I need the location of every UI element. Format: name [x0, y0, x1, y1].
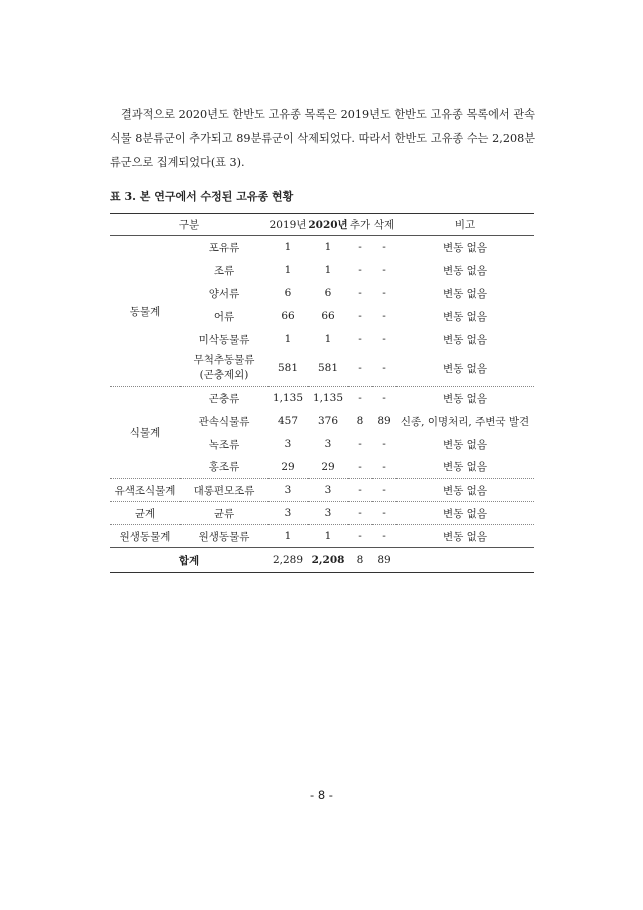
- value-delete: -: [372, 387, 396, 410]
- endemic-species-table: [110, 213, 534, 573]
- value-delete: -: [372, 479, 396, 502]
- value-add: -: [358, 264, 362, 276]
- kingdom-cell: 식물계: [110, 387, 180, 479]
- value-2020: 376: [317, 415, 339, 427]
- kingdom-cell: 원생동물계: [110, 525, 180, 548]
- taxon-cell: 양서류: [208, 287, 240, 300]
- value-add: -: [348, 479, 372, 502]
- table-header-row: [110, 214, 534, 236]
- value-add: -: [348, 525, 372, 548]
- value-2020: 1,135: [308, 387, 348, 410]
- value-2019: 1: [268, 525, 308, 548]
- value-2019: 6: [284, 287, 292, 299]
- taxon-cell: 원생동물류: [180, 525, 268, 548]
- table-row: [110, 525, 534, 548]
- header-add: 추가: [348, 214, 372, 236]
- value-2019: 1,135: [268, 387, 308, 410]
- total-label: 합계: [110, 548, 268, 573]
- note-cell: 변동 없음: [443, 264, 487, 277]
- value-2020: 1: [324, 241, 332, 254]
- value-2020: 1: [324, 264, 332, 276]
- note-cell: 변동 없음: [443, 310, 487, 323]
- note-cell: 변동 없음: [396, 525, 534, 548]
- header-2020: 2020년: [308, 214, 348, 236]
- body-paragraph: [110, 103, 535, 175]
- taxon-cell: 포유류: [208, 241, 240, 254]
- value-2020: 3: [308, 479, 348, 502]
- taxon-cell: 홍조류: [208, 461, 240, 474]
- taxon-cell: 균류: [180, 502, 268, 525]
- header-2019: 2019년: [268, 214, 308, 236]
- value-add: -: [358, 362, 362, 375]
- value-add: -: [358, 310, 362, 322]
- value-add: -: [358, 333, 362, 345]
- value-delete: -: [382, 264, 386, 276]
- value-2019: 66: [281, 310, 295, 322]
- paragraph-text: 결과적으로 2020년도 한반도 고유종 목록은 2019년도 한반도 고유종 목록에서 관속식물 8분류군이 추가되고 89분류군이 삭제되었다. 따라서 한반도 고유종 수는 2,208분류군으로 집계되었다(표 3).: [110, 108, 535, 169]
- taxon-cell: 관속식물류: [198, 415, 250, 428]
- value-2020: 6: [324, 287, 332, 299]
- taxon-cell: 녹조류: [208, 438, 240, 451]
- note-cell: 변동 없음: [443, 241, 487, 254]
- value-delete: -: [382, 460, 386, 473]
- value-add: -: [348, 502, 372, 525]
- value-delete: -: [382, 438, 386, 450]
- value-2019: 1: [284, 264, 292, 276]
- value-delete: -: [372, 502, 396, 525]
- header-group: 구분: [110, 214, 268, 236]
- value-delete: -: [382, 333, 386, 345]
- table-row: [110, 502, 534, 525]
- note-cell: 변동 없음: [396, 387, 534, 410]
- value-2020: 66: [321, 310, 335, 322]
- kingdom-cell: 유색조식물계: [110, 479, 180, 502]
- taxon-cell: [180, 351, 268, 387]
- value-2019: 1: [284, 333, 292, 345]
- kingdom-cell: 동물계: [129, 305, 161, 318]
- value-delete: -: [382, 310, 386, 322]
- taxon-cell: 대롱편모조류: [180, 479, 268, 502]
- table-caption: 표 3. 본 연구에서 수정된 고유종 현황: [110, 190, 294, 203]
- total-add: 8: [348, 548, 372, 573]
- value-2019: 3: [268, 502, 308, 525]
- value-add: 8: [356, 415, 364, 427]
- value-add: -: [358, 241, 362, 254]
- note-cell: 변동 없음: [443, 287, 487, 300]
- total-2019: 2,289: [268, 548, 308, 573]
- header-note: 비고: [396, 214, 534, 236]
- value-2020: 3: [324, 438, 332, 450]
- value-2019: 1: [284, 241, 292, 254]
- value-2020: 1: [308, 525, 348, 548]
- value-add: -: [358, 438, 362, 450]
- value-2019: 3: [268, 479, 308, 502]
- taxon-cell: 조류: [213, 264, 235, 277]
- note-cell: 변동 없음: [443, 362, 487, 375]
- value-2020: 3: [308, 502, 348, 525]
- value-2019: 457: [277, 415, 299, 427]
- page-number: - 8 -: [310, 788, 333, 802]
- note-cell: 변동 없음: [396, 479, 534, 502]
- value-2019: 581: [277, 362, 299, 375]
- table-row: [110, 479, 534, 502]
- value-2020: 1: [324, 333, 332, 345]
- note-cell: 변동 없음: [443, 333, 487, 346]
- note-cell: 변동 없음: [396, 502, 534, 525]
- taxon-cell: 미삭동물류: [198, 333, 250, 346]
- value-delete: -: [382, 362, 386, 375]
- note-cell: 변동 없음: [443, 461, 487, 474]
- note-cell: 변동 없음: [443, 438, 487, 451]
- header-delete: 삭제: [372, 214, 396, 236]
- value-add: -: [358, 460, 362, 473]
- value-add: -: [358, 287, 362, 299]
- note-cell: 신종, 이명처리, 주변국 발견: [400, 415, 530, 428]
- table-row: [110, 236, 534, 259]
- total-2020: 2,208: [308, 548, 348, 573]
- total-row: [110, 548, 534, 573]
- value-2020: 29: [321, 460, 335, 473]
- value-add: -: [348, 387, 372, 410]
- value-delete: -: [382, 287, 386, 299]
- taxon-cell: 어류: [213, 310, 235, 323]
- total-delete: 89: [372, 548, 396, 573]
- taxon-line-1: 무척추동물류: [193, 354, 255, 367]
- total-note: [396, 548, 534, 573]
- value-2019: 29: [281, 460, 295, 473]
- table-row: [110, 387, 534, 410]
- value-2020: 581: [317, 362, 339, 375]
- taxon-cell: 곤충류: [180, 387, 268, 410]
- value-delete: -: [382, 241, 386, 254]
- value-delete: -: [372, 525, 396, 548]
- value-delete: 89: [377, 415, 391, 427]
- taxon-line-2: (곤충제외): [199, 369, 249, 382]
- value-2019: 3: [284, 438, 292, 450]
- kingdom-cell: 균계: [110, 502, 180, 525]
